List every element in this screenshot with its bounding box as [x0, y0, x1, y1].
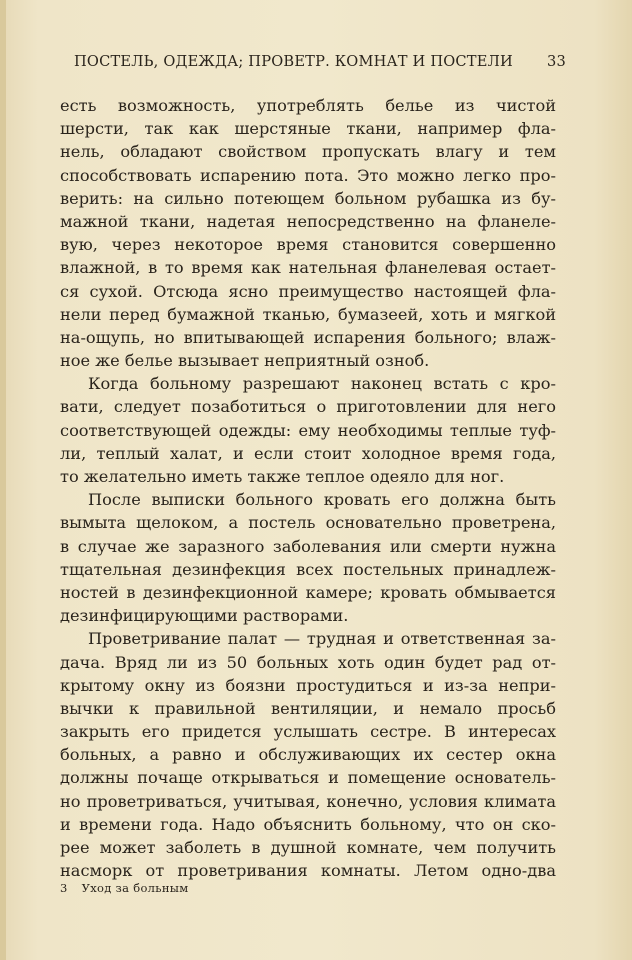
text-line: ли, теплый халат, и если стоит холодное время года,	[60, 443, 556, 463]
text-line: шерсти, так как шерстяные ткани, например фла-	[60, 119, 556, 139]
text-line: После выписки больного кровать его должна быть	[88, 490, 556, 510]
signature-mark: 3	[60, 881, 68, 895]
text-line: то желательно иметь также теплое одеяло для ног.	[60, 467, 505, 486]
text-line: способствовать испарению пота. Это можно легко про-	[60, 165, 556, 185]
text-line: рее может заболеть в душной комнате, чем получить	[60, 838, 556, 857]
text-line: и времени года. Надо объяснить больному, что он ско-	[60, 814, 556, 834]
page-spine-shadow	[0, 0, 6, 960]
text-line: дезинфицирующими растворами.	[60, 606, 349, 626]
text-line: но проветриваться, учитывая, конечно, условия климата	[60, 791, 556, 811]
running-header-title: ПОСТЕЛЬ, ОДЕЖДА; ПРОВЕТР. КОМНАТ И ПОСТЕЛИ	[74, 53, 513, 70]
text-line: закрыть его придется услышать сестре. В интересах	[60, 722, 556, 742]
text-line: мажной ткани, надетая непосредственно на фланеле-	[60, 211, 556, 231]
text-line: должны почаще открываться и помещение основатель-	[60, 768, 556, 788]
text-line: влажной, в то время как нательная фланелевая остает-	[60, 258, 556, 278]
page-number: 33	[547, 53, 566, 70]
text-line: вую, через некоторое время становится совершенно	[60, 235, 556, 255]
paragraph	[60, 94, 556, 372]
signature-title: Уход за больным	[81, 881, 189, 895]
text-line: Проветривание палат — трудная и ответственная за-	[88, 629, 556, 649]
text-line: тщательная дезинфекция всех постельных принадлеж-	[60, 559, 556, 579]
page-body-text	[60, 94, 556, 882]
text-line: соответствующей одежды: ему необходимы теплые туф-	[60, 420, 556, 440]
paragraph	[60, 372, 556, 488]
text-line: есть возможность, употреблять белье из чистой	[60, 96, 556, 115]
text-line: ностей в дезинфекционной камере; кровать обмывается	[60, 582, 556, 602]
running-header	[74, 53, 566, 73]
text-line: Когда больному разрешают наконец встать с кро-	[88, 374, 556, 394]
text-line: ное же белье вызывает неприятный озноб.	[60, 351, 430, 371]
text-line: вати, следует позаботиться о приготовлении для него	[60, 397, 556, 417]
text-line: крытому окну из боязни простудиться и из-за непри-	[60, 675, 556, 695]
text-line: нель, обладают свойством пропускать влагу и тем	[60, 142, 556, 162]
text-line: нели перед бумажной тканью, бумазеей, хоть и мягкой	[60, 304, 556, 324]
text-line: больных, а равно и обслуживающих их сестер окна	[60, 745, 556, 765]
paragraph	[60, 488, 556, 627]
text-line: в случае же заразного заболевания или смерти нужна	[60, 536, 556, 556]
text-line: ся сухой. Отсюда ясно преимущество настоящей фла-	[60, 281, 556, 301]
text-line: дача. Вряд ли из 50 больных хоть один будет рад от-	[60, 652, 556, 672]
text-line: верить: на сильно потеющем больном рубашка из бу-	[60, 188, 556, 208]
text-line: на-ощупь, но впитывающей испарения больного; влаж-	[60, 327, 556, 347]
text-line: насморк от проветривания комнаты. Летом одно-два	[60, 861, 556, 881]
text-line: вымыта щелоком, а постель основательно проветрена,	[60, 513, 556, 533]
text-line: вычки к правильной вентиляции, и немало просьб	[60, 698, 556, 718]
paragraph	[60, 627, 556, 882]
signature-footer	[60, 881, 189, 895]
